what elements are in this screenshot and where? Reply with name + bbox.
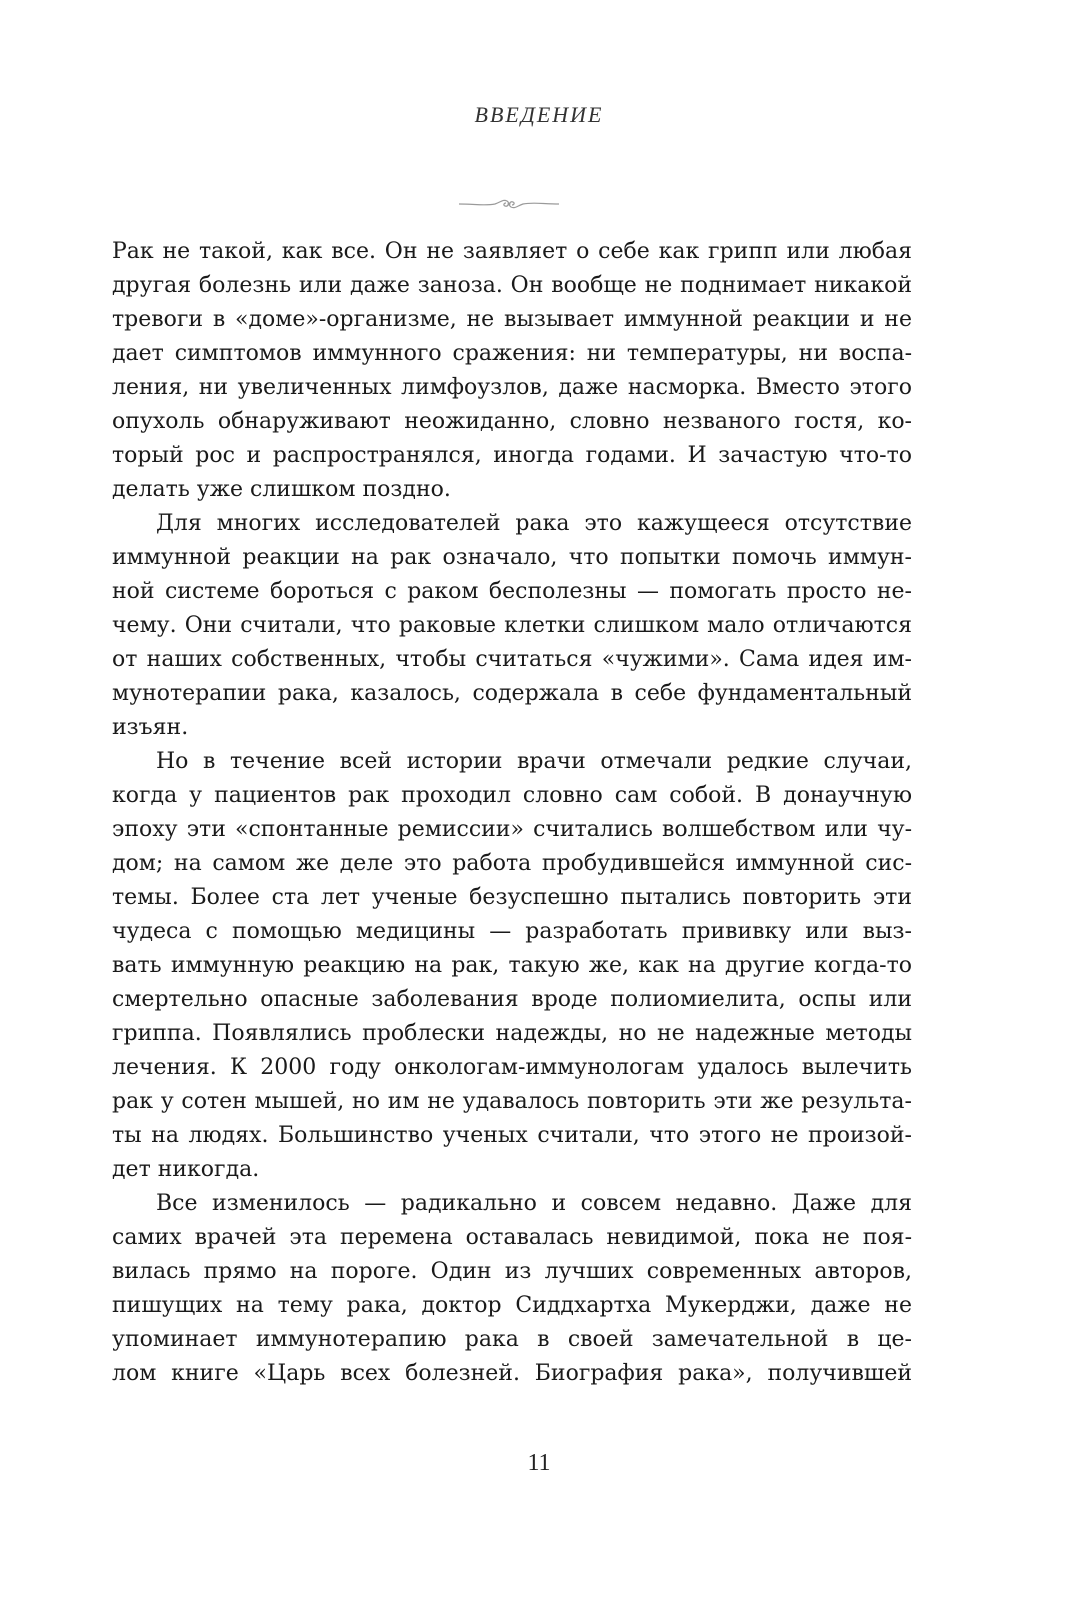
text-line: гриппа. Появлялись проблески надежды, но не надежные методы xyxy=(112,1021,912,1046)
text-line: мунотерапии рака, казалось, содержала в себе фундаментальный xyxy=(112,681,912,706)
text-line: Все изменилось — радикально и совсем недавно. Даже для xyxy=(156,1191,912,1216)
page-number: 11 xyxy=(527,1450,551,1476)
text-line: пишущих на тему рака, доктор Сиддхартха Мукерджи, даже не xyxy=(112,1293,912,1318)
text-line: опухоль обнаруживают неожиданно, словно незваного гостя, ко- xyxy=(112,409,912,434)
paragraph xyxy=(112,745,912,1187)
text-line: ной системе бороться с раком бесполезны — помогать просто не- xyxy=(112,579,912,604)
text-line: рак у сотен мышей, но им не удавалось повторить эти же результа- xyxy=(112,1089,912,1114)
text-line: Но в течение всей истории врачи отмечали редкие случаи, xyxy=(156,749,912,774)
text-line: смертельно опасные заболевания вроде полиомиелита, оспы или xyxy=(112,987,912,1012)
text-line: дет никогда. xyxy=(112,1157,260,1182)
text-line: изъян. xyxy=(112,715,189,740)
text-line: иммунной реакции на рак означало, что попытки помочь иммун- xyxy=(112,545,912,570)
text-line: тревоги в «доме»-организме, не вызывает иммунной реакции и не xyxy=(112,307,912,332)
paragraph xyxy=(112,1187,912,1391)
body-text xyxy=(112,235,912,1391)
text-line: торый рос и распространялся, иногда годами. И зачастую что-то xyxy=(112,443,912,468)
text-line: эпоху эти «спонтанные ремиссии» считались волшебством или чу- xyxy=(112,817,912,842)
text-line: темы. Более ста лет ученые безуспешно пытались повторить эти xyxy=(112,885,912,910)
text-line: делать уже слишком поздно. xyxy=(112,477,451,502)
running-head: ВВЕДЕНИЕ xyxy=(474,102,604,127)
text-line: дает симптомов иммунного сражения: ни температуры, ни воспа- xyxy=(112,341,912,366)
text-line: упоминает иммунотерапию рака в своей замечательной в це- xyxy=(112,1327,912,1352)
text-line: ления, ни увеличенных лимфоузлов, даже насморка. Вместо этого xyxy=(112,375,912,400)
text-line: чудеса с помощью медицины — разработать прививку или выз- xyxy=(112,919,912,944)
text-line: чему. Они считали, что раковые клетки слишком мало отличаются xyxy=(112,613,912,638)
fleuron-ornament-icon xyxy=(457,193,561,215)
text-line: когда у пациентов рак проходил словно сам собой. В донаучную xyxy=(112,783,912,808)
text-line: Рак не такой, как все. Он не заявляет о себе как грипп или любая xyxy=(112,239,912,264)
text-line: самих врачей эта перемена оставалась невидимой, пока не поя- xyxy=(112,1225,912,1250)
text-line: от наших собственных, чтобы считаться «чужими». Сама идея им- xyxy=(112,647,912,672)
text-line: дом; на самом же деле это работа пробудившейся иммунной сис- xyxy=(112,851,912,876)
text-line: вать иммунную реакцию на рак, такую же, как на другие когда-то xyxy=(112,953,912,978)
text-line: вилась прямо на пороге. Один из лучших современных авторов, xyxy=(112,1259,912,1284)
text-line: лечения. К 2000 году онкологам-иммунологам удалось вылечить xyxy=(112,1055,912,1080)
paragraph xyxy=(112,507,912,745)
text-line: ты на людях. Большинство ученых считали, что этого не произой- xyxy=(112,1123,912,1148)
text-line: Для многих исследователей рака это кажущееся отсутствие xyxy=(156,511,912,536)
text-line: лом книге «Царь всех болезней. Биография рака», получившей xyxy=(112,1361,912,1386)
paragraph xyxy=(112,235,912,507)
text-line: другая болезнь или даже заноза. Он вообще не поднимает никакой xyxy=(112,273,912,298)
